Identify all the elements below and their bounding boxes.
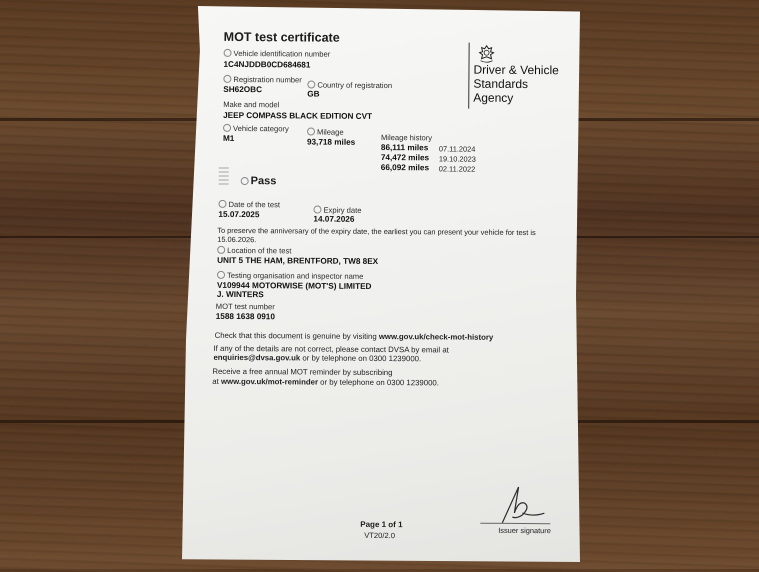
history-date-2: 19.10.2023 <box>438 154 476 164</box>
preserve-note-line2: 15.06.2026. <box>217 234 257 245</box>
contact-line1: If any of the details are not correct, please contact DVSA by email at <box>213 343 449 355</box>
mot-reminder-link[interactable]: www.gov.uk/mot-reminder <box>220 376 319 387</box>
vin-icon <box>224 49 232 57</box>
history-miles-2: 74,472 miles <box>380 153 430 163</box>
issuer-signature-label: Issuer signature <box>498 525 551 536</box>
agency-name-line3: Agency <box>473 90 514 105</box>
certificate-title: MOT test certificate <box>223 29 340 45</box>
organisation-value: V109944 MOTORWISE (MOT'S) LIMITED <box>216 280 372 291</box>
location-label: Location of the test <box>217 246 291 256</box>
globe-icon <box>307 80 315 88</box>
odometer-icon <box>307 127 315 135</box>
royal-crest-icon <box>476 44 498 64</box>
vehicle-category-value: M1 <box>222 133 235 143</box>
history-miles-3: 66,092 miles <box>380 163 430 173</box>
registration-icon <box>223 75 231 83</box>
mileage-history-label: Mileage history <box>380 133 433 143</box>
signature-scribble-icon <box>488 483 548 527</box>
calendar-icon <box>218 200 226 208</box>
contact-line2: enquiries@dvsa.gov.uk or by telephone on 0300 1239000. <box>213 352 422 364</box>
location-value: UNIT 5 THE HAM, BRENTFORD, TW8 8EX <box>217 255 379 266</box>
registration-value: SH62OBC <box>223 84 263 95</box>
check-genuine-text: Check that this document is genuine by visiting www.gov.uk/check-mot-history <box>214 330 494 342</box>
calendar-icon <box>313 206 321 214</box>
test-date-label: Date of the test <box>218 200 280 209</box>
make-model-label: Make and model <box>223 99 280 110</box>
mileage-value: 93,718 miles <box>306 137 356 147</box>
category-icon <box>223 124 231 132</box>
reminder-line2: at www.gov.uk/mot-reminder or by telephone on 0300 1239000. <box>212 376 440 388</box>
history-miles-1: 86,111 miles <box>380 143 429 153</box>
test-number-value: 1588 1638 0910 <box>215 311 275 322</box>
organisation-label: Testing organisation and inspector name <box>217 271 363 281</box>
preserve-note-line1: To preserve the anniversary of the expiry date, the earliest you can present your vehicle for test is <box>217 225 536 238</box>
vehicle-category-label: Vehicle category <box>223 124 289 133</box>
agency-logo-bar <box>468 43 469 109</box>
inspector-name: J. WINTERS <box>216 289 264 300</box>
make-model-value: JEEP COMPASS BLACK EDITION CVT <box>223 110 373 121</box>
pass-icon <box>241 177 249 185</box>
test-date-value: 15.07.2025 <box>218 209 260 220</box>
location-pin-icon <box>217 246 225 254</box>
test-result: Pass <box>241 175 277 187</box>
country-label: Country of registration <box>307 80 392 90</box>
test-number-label: MOT test number <box>215 301 275 312</box>
person-icon <box>217 271 225 279</box>
agency-name-line1: Driver & Vehicle <box>473 62 559 78</box>
result-marker <box>219 167 229 187</box>
expiry-date-value: 14.07.2026 <box>313 214 355 224</box>
registration-label: Registration number <box>223 75 301 85</box>
vin-value: 1C4NJDDB0CD684681 <box>223 59 311 70</box>
expiry-date-label: Expiry date <box>313 206 361 215</box>
history-date-3: 02.11.2022 <box>438 164 476 174</box>
check-mot-history-link[interactable]: www.gov.uk/check-mot-history <box>378 331 494 342</box>
dvsa-email-link[interactable]: enquiries@dvsa.gov.uk <box>213 352 301 363</box>
agency-name-line2: Standards <box>473 76 529 92</box>
country-value: GB <box>307 89 320 99</box>
vin-label: Vehicle identification number <box>224 49 331 59</box>
page-number: Page 1 of 1 <box>360 519 403 530</box>
mileage-label: Mileage <box>307 127 344 136</box>
form-code: VT20/2.0 <box>364 530 396 541</box>
reminder-line1: Receive a free annual MOT reminder by subscribing <box>212 366 393 378</box>
history-date-1: 07.11.2024 <box>438 144 476 154</box>
